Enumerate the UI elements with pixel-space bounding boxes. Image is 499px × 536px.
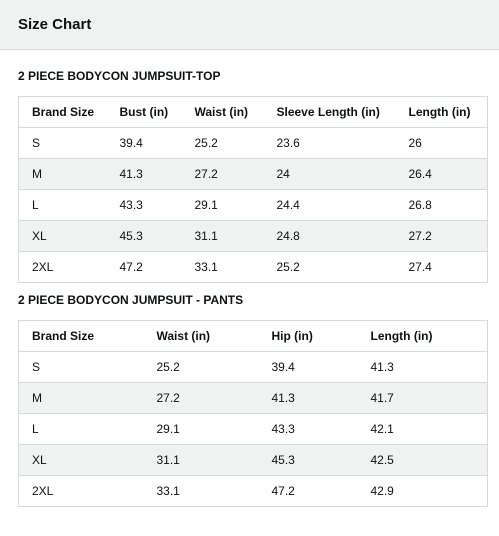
- column-header: Waist (in): [144, 321, 259, 352]
- table-cell: M: [19, 383, 144, 414]
- table-cell: 2XL: [19, 252, 107, 283]
- table-cell: 45.3: [259, 445, 358, 476]
- top-size-table: [18, 96, 488, 283]
- table-cell: 41.7: [358, 383, 488, 414]
- table-row: [19, 128, 488, 159]
- table-cell: 43.3: [107, 190, 182, 221]
- table-cell: 42.5: [358, 445, 488, 476]
- table-cell: 42.9: [358, 476, 488, 507]
- column-header: Waist (in): [182, 97, 264, 128]
- column-header: Brand Size: [19, 321, 144, 352]
- table-cell: 26: [396, 128, 488, 159]
- table-cell: 26.4: [396, 159, 488, 190]
- table-row: [19, 159, 488, 190]
- table-cell: 25.2: [182, 128, 264, 159]
- table-cell: 45.3: [107, 221, 182, 252]
- table-cell: 27.2: [396, 221, 488, 252]
- table-cell: 27.2: [144, 383, 259, 414]
- top-table-title: 2 PIECE BODYCON JUMPSUIT-TOP: [18, 69, 221, 83]
- table-row: [19, 383, 488, 414]
- table-row: [19, 445, 488, 476]
- table-row: [19, 252, 488, 283]
- modal-title: Size Chart: [18, 16, 92, 33]
- table-cell: 39.4: [107, 128, 182, 159]
- table-header-row: [19, 321, 488, 352]
- table-cell: 27.2: [182, 159, 264, 190]
- table-cell: 31.1: [182, 221, 264, 252]
- column-header: Length (in): [396, 97, 488, 128]
- table-cell: 29.1: [182, 190, 264, 221]
- table-cell: 26.8: [396, 190, 488, 221]
- table-cell: XL: [19, 445, 144, 476]
- table-cell: 2XL: [19, 476, 144, 507]
- table-row: [19, 190, 488, 221]
- table-cell: 42.1: [358, 414, 488, 445]
- column-header: Sleeve Length (in): [264, 97, 396, 128]
- table-cell: L: [19, 414, 144, 445]
- table-cell: 41.3: [107, 159, 182, 190]
- table-header-row: [19, 97, 488, 128]
- table-cell: L: [19, 190, 107, 221]
- table-cell: 39.4: [259, 352, 358, 383]
- table-cell: 47.2: [107, 252, 182, 283]
- table-cell: 41.3: [259, 383, 358, 414]
- table-cell: 29.1: [144, 414, 259, 445]
- table-cell: S: [19, 128, 107, 159]
- table-cell: 25.2: [264, 252, 396, 283]
- table-cell: 33.1: [182, 252, 264, 283]
- table-row: [19, 414, 488, 445]
- table-cell: 43.3: [259, 414, 358, 445]
- table-cell: S: [19, 352, 144, 383]
- table-cell: 23.6: [264, 128, 396, 159]
- table-cell: 24: [264, 159, 396, 190]
- table-cell: XL: [19, 221, 107, 252]
- table-cell: 47.2: [259, 476, 358, 507]
- column-header: Brand Size: [19, 97, 107, 128]
- column-header: Length (in): [358, 321, 488, 352]
- table-row: [19, 352, 488, 383]
- pants-size-table: [18, 320, 488, 507]
- table-cell: 25.2: [144, 352, 259, 383]
- table-cell: 33.1: [144, 476, 259, 507]
- table-cell: 27.4: [396, 252, 488, 283]
- table-cell: 31.1: [144, 445, 259, 476]
- table-cell: 24.8: [264, 221, 396, 252]
- pants-table-title: 2 PIECE BODYCON JUMPSUIT - PANTS: [18, 293, 244, 307]
- modal-header: [0, 0, 499, 50]
- table-cell: 41.3: [358, 352, 488, 383]
- column-header: Bust (in): [107, 97, 182, 128]
- table-row: [19, 476, 488, 507]
- table-row: [19, 221, 488, 252]
- column-header: Hip (in): [259, 321, 358, 352]
- table-cell: M: [19, 159, 107, 190]
- table-cell: 24.4: [264, 190, 396, 221]
